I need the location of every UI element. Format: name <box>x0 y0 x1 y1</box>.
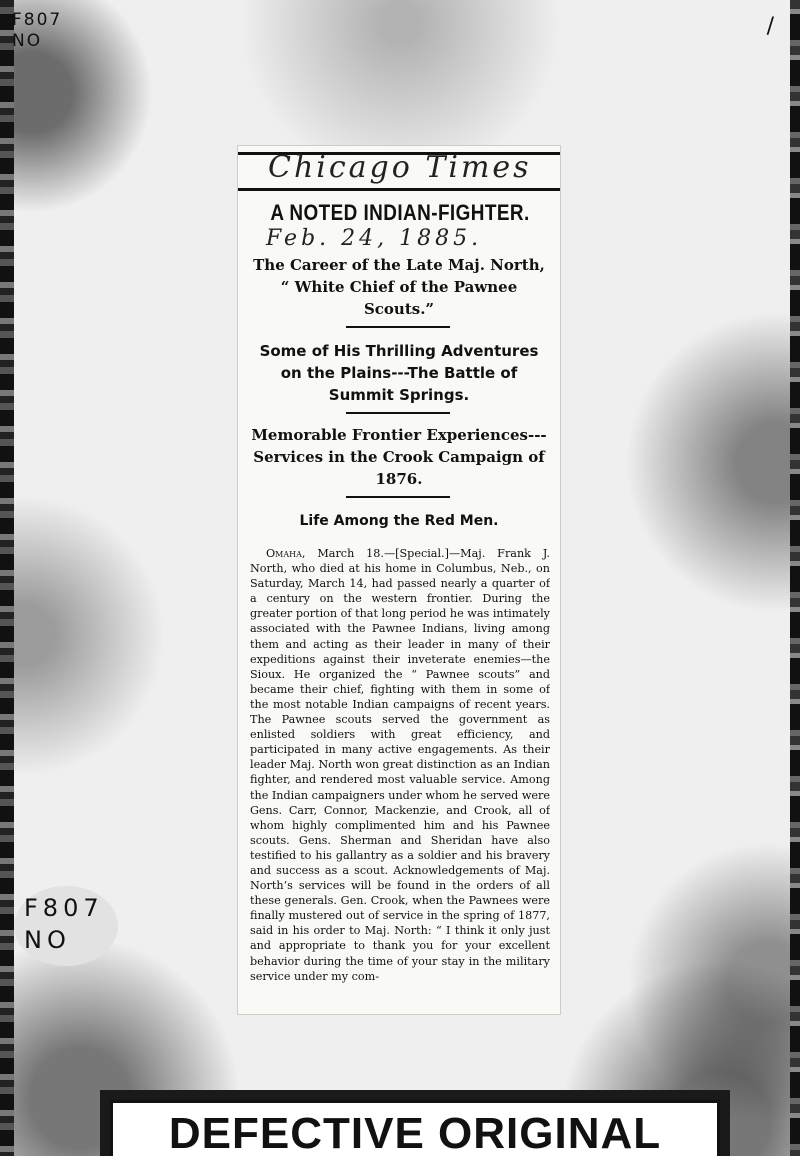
handwritten-source: Chicago Times <box>268 150 532 185</box>
margin-note-middle-line2: NO <box>24 926 71 954</box>
dateline: Omaha <box>266 547 302 560</box>
subheading-adventures: Some of His Thrilling Adventures on the Plains---The Battle of Summit Springs. <box>259 342 539 404</box>
scan-edge-left <box>0 0 14 1156</box>
margin-note-top <box>12 10 62 52</box>
headline: A NOTED INDIAN-FIGHTER. <box>270 200 530 225</box>
margin-note-top-line1: F807 <box>12 10 63 30</box>
margin-note-middle <box>14 886 118 966</box>
defective-original-stamp: DEFECTIVE ORIGINAL <box>110 1100 720 1156</box>
top-rule-lower <box>238 188 560 191</box>
article-body-text: , March 18.—[Special.]—Maj. Frank J. North, who died at his home in Columbus, Neb., on Saturday, March 14, had passed nearly a quarter of a century on the western frontier. During the greater portion of that long period he was intimately associated with the Pawnee Indians, living among them and acting as their leader in many of their expeditions against their inveterate enemies—the Sioux. He organized the “ Pawnee scouts” and became their chief, fighting with them in some of the most notable Indian campaigns of recent years. The Pawnee scouts served the government as enlisted soldiers with great efficiency, and participated in many active engagements. As their leader Maj. North won great distinction as an Indian fighter, and rendered most valuable service. Among the Indian campaigners under whom he served were Gens. Carr, Connor, Mackenzie, and Crook, all of whom highly complimented him and his Pawnee scouts. Gens. Sherman and Sheridan have also testified to his gallantry as a soldier and his bravery and success as a scout. Acknowledgements of Maj. North’s services will be found in the orders of all these generals. Gen. Crook, when the Pawnees were finally mustered out of service in the spring of 1877, said in his order to Maj. North: “ I think it only just and appropriate to thank you for your excellent behavior during the time of your stay in the military service under my com- <box>250 547 550 983</box>
handwritten-date: Feb. 24, 1885. <box>266 226 483 251</box>
separator-rule <box>346 326 450 328</box>
separator-rule <box>346 496 450 498</box>
subheading-experiences: Memorable Frontier Experiences--- Services in the Crook Campaign of 1876. <box>251 426 547 488</box>
newspaper-clipping <box>238 146 560 1014</box>
margin-note-middle-line1: F807 <box>24 894 104 922</box>
separator-rule <box>346 412 450 414</box>
corner-mark: / <box>766 14 774 39</box>
margin-note-top-line2: NO <box>12 31 43 51</box>
subheading-life: Life Among the Red Men. <box>299 513 499 529</box>
subheading-career: The Career of the Late Maj. North, “ White Chief of the Pawnee Scouts.” <box>253 256 545 318</box>
scan-edge-right <box>790 0 800 1156</box>
article-body <box>250 546 550 1014</box>
